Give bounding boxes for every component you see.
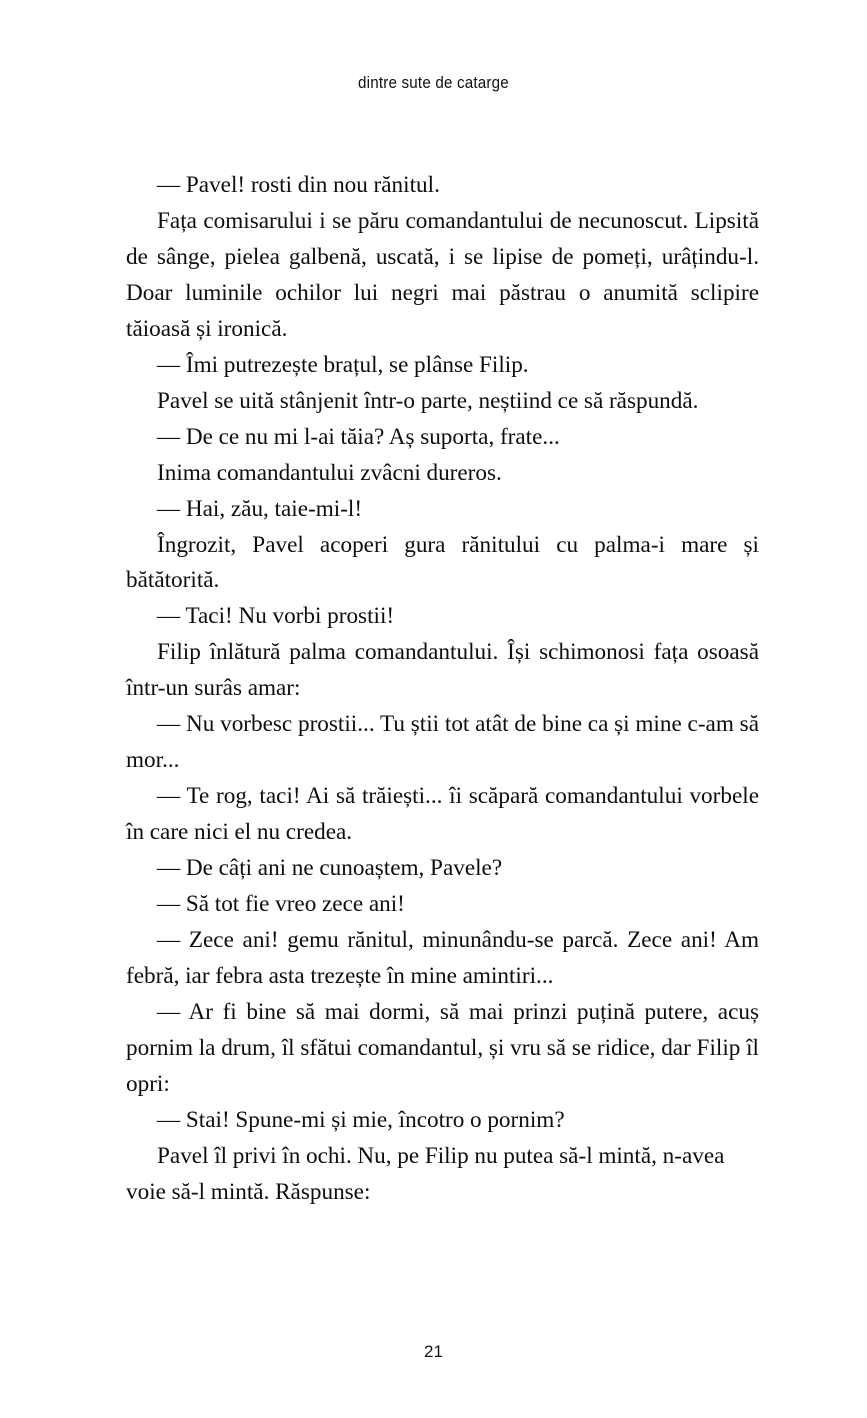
body-paragraph: — Hai, zău, taie-mi-l!: [157, 495, 363, 522]
body-paragraph: — Zece ani! gemu rănitul, minunându-se parcă. Zece ani! Am febră, iar febra asta trezește în mine amintiri...: [126, 927, 759, 989]
body-paragraph: — De ce nu mi l-ai tăia? Aș suporta, frate...: [157, 423, 560, 450]
body-paragraph: — Ar fi bine să mai dormi, să mai prinzi puțină putere, acuș pornim la drum, îl sfătui comandantul, și vru să se ridice, dar Filip îl opri:: [126, 998, 759, 1097]
body-paragraph: — Taci! Nu vorbi prostii!: [157, 603, 395, 630]
body-paragraph: — Nu vorbesc prostii... Tu știi tot atât de bine ca și mine c-am să mor...: [126, 711, 759, 774]
body-paragraph: — Te rog, taci! Ai să trăiești... îi scăpară comandantului vorbele în care nici el nu credea.: [126, 783, 759, 846]
body-paragraph: Pavel îl privi în ochi. Nu, pe Filip nu putea să-l mintă, n-avea voie să-l mintă. Răspunse:: [126, 1142, 725, 1205]
body-paragraph: — Stai! Spune-mi și mie, încotro o pornim?: [157, 1106, 565, 1133]
body-paragraph: — Îmi putrezește brațul, se plânse Filip.: [157, 351, 529, 378]
body-paragraph: Pavel se uită stânjenit într-o parte, neștiind ce să răspundă.: [157, 387, 699, 414]
body-paragraph: — De câți ani ne cunoaștem, Pavele?: [157, 855, 503, 882]
body-paragraph: Filip înlătură palma comandantului. Își schimonosi fața osoasă într-un surâs amar:: [126, 639, 759, 702]
body-paragraph: Inima comandantului zvâcni dureros.: [157, 459, 502, 486]
body-text-block: [126, 168, 759, 1211]
body-paragraph: Îngrozit, Pavel acoperi gura rănitului cu palma-i mare și bătătorită.: [126, 531, 759, 594]
body-paragraph: — Pavel! rosti din nou rănitul.: [157, 172, 440, 198]
body-paragraph: — Să tot fie vreo zece ani!: [157, 891, 405, 918]
body-paragraph: Fața comisarului i se păru comandantului de necunoscut. Lipsită de sânge, pielea galbenă, uscată, i se lipise de pomeți, urâțindu-l. Doar luminile ochilor lui negri mai păstrau o anumită sclipire tăioasă și ironică.: [126, 207, 759, 342]
running-head: dintre sute de catarge: [358, 74, 509, 92]
page-number: 21: [424, 1342, 443, 1361]
